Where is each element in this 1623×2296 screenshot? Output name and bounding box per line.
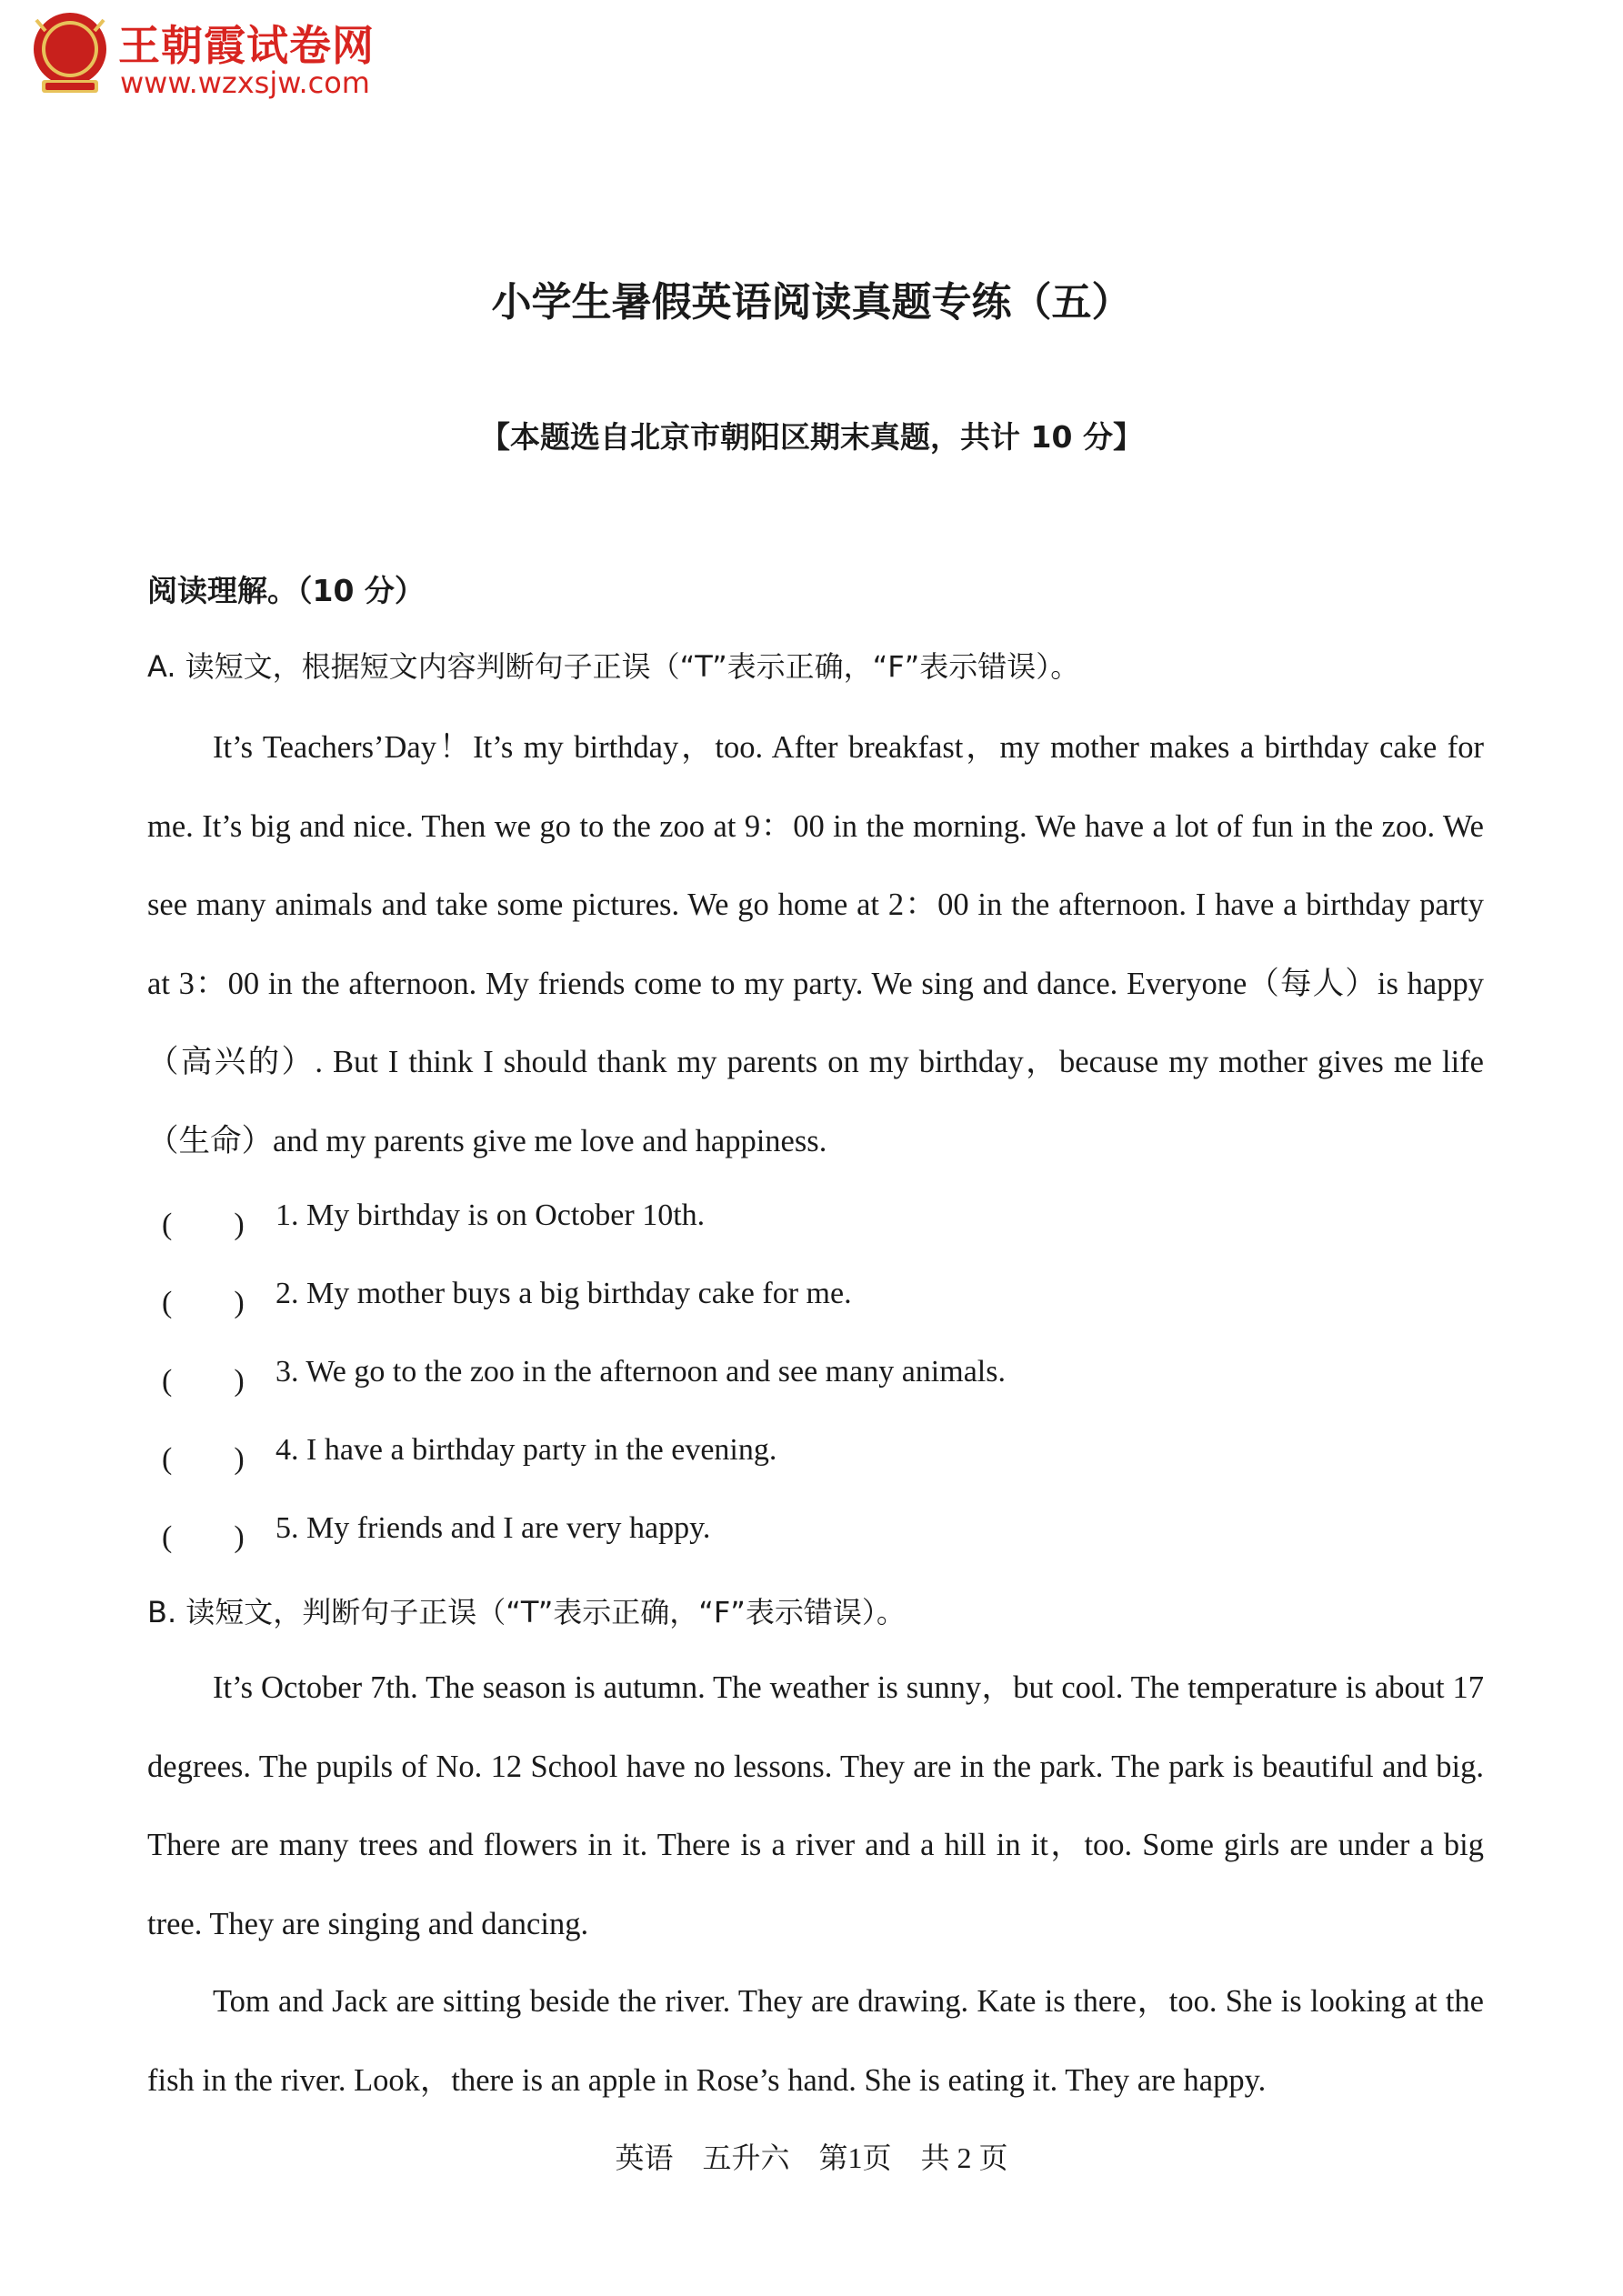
question-text: 4. I have a birthday party in the evening.: [276, 1433, 777, 1467]
question-text: 3. We go to the zoo in the afternoon and see many animals.: [276, 1355, 1006, 1389]
site-url[interactable]: www.wzxsjw.com: [120, 65, 370, 100]
question-item: [162, 1355, 1006, 1399]
source-note: 【本题选自北京市朝阳区期末真题，共计 10 分】: [480, 419, 1143, 455]
part-a-passage: It’s Teachers’Day！It’s my birthday，too. After breakfast，my mother makes a birthday cake for me. It’s big and nice. Then we go to the zoo at 9：00 in the morning. We have a lot of fun in the zoo. We see many animals and take some pictures. We go home at 2：00 in the afternoon. I have a birthday party at 3：00 in the afternoon. My friends come to my party. We sing and dance. Everyone（每人）is happy（高兴的）. But I think I should thank my parents on my birthday，because my mother gives me life（生命）and my parents give me love and happiness.: [147, 730, 1484, 1158]
question-text: 5. My friends and I are very happy.: [276, 1511, 711, 1545]
answer-blank[interactable]: ( ): [162, 1520, 245, 1554]
part-b-instruction: B. 读短文，判断句子正误（“T”表示正确，“F”表示错误）。: [147, 1595, 906, 1629]
part-b-paragraph-2: Tom and Jack are sitting beside the river. They are drawing. Kate is there，too. She is looking at the fish in the river. Look，there is an apple in Rose’s hand. She is eating it. They are happy.: [147, 1984, 1484, 2098]
page-footer: 英语 五升六 第1页 共 2 页: [615, 2141, 1008, 2174]
part-a-instruction: A. 读短文，根据短文内容判断句子正误（“T”表示正确，“F”表示错误）。: [147, 649, 1080, 684]
answer-blank[interactable]: ( ): [162, 1208, 245, 1241]
answer-blank[interactable]: ( ): [162, 1286, 245, 1319]
question-text: 1. My birthday is on October 10th.: [276, 1198, 706, 1232]
seal-emblem-icon: [27, 11, 114, 102]
question-text: 2. My mother buys a big birthday cake for me.: [276, 1277, 852, 1310]
question-item: [162, 1511, 710, 1556]
section-heading: 阅读理解。（10 分）: [147, 573, 425, 608]
page-title: 小学生暑假英语阅读真题专练（五）: [491, 279, 1132, 326]
question-item: [162, 1433, 776, 1478]
part-b-paragraph-1: It’s October 7th. The season is autumn. The weather is sunny，but cool. The temperature is about 17 degrees. The pupils of No. 12 School have no lessons. They are in the park. The park is beautiful and big. There are many trees and flowers in it. There is a river and a hill in it，too. Some girls are under a big tree. They are singing and dancing.: [147, 1670, 1484, 1941]
brand-name: 王朝霞试卷网: [118, 21, 375, 70]
question-item: [162, 1198, 705, 1243]
site-logo: [27, 11, 427, 102]
answer-blank[interactable]: ( ): [162, 1364, 245, 1398]
question-item: [162, 1277, 852, 1321]
answer-blank[interactable]: ( ): [162, 1442, 245, 1476]
